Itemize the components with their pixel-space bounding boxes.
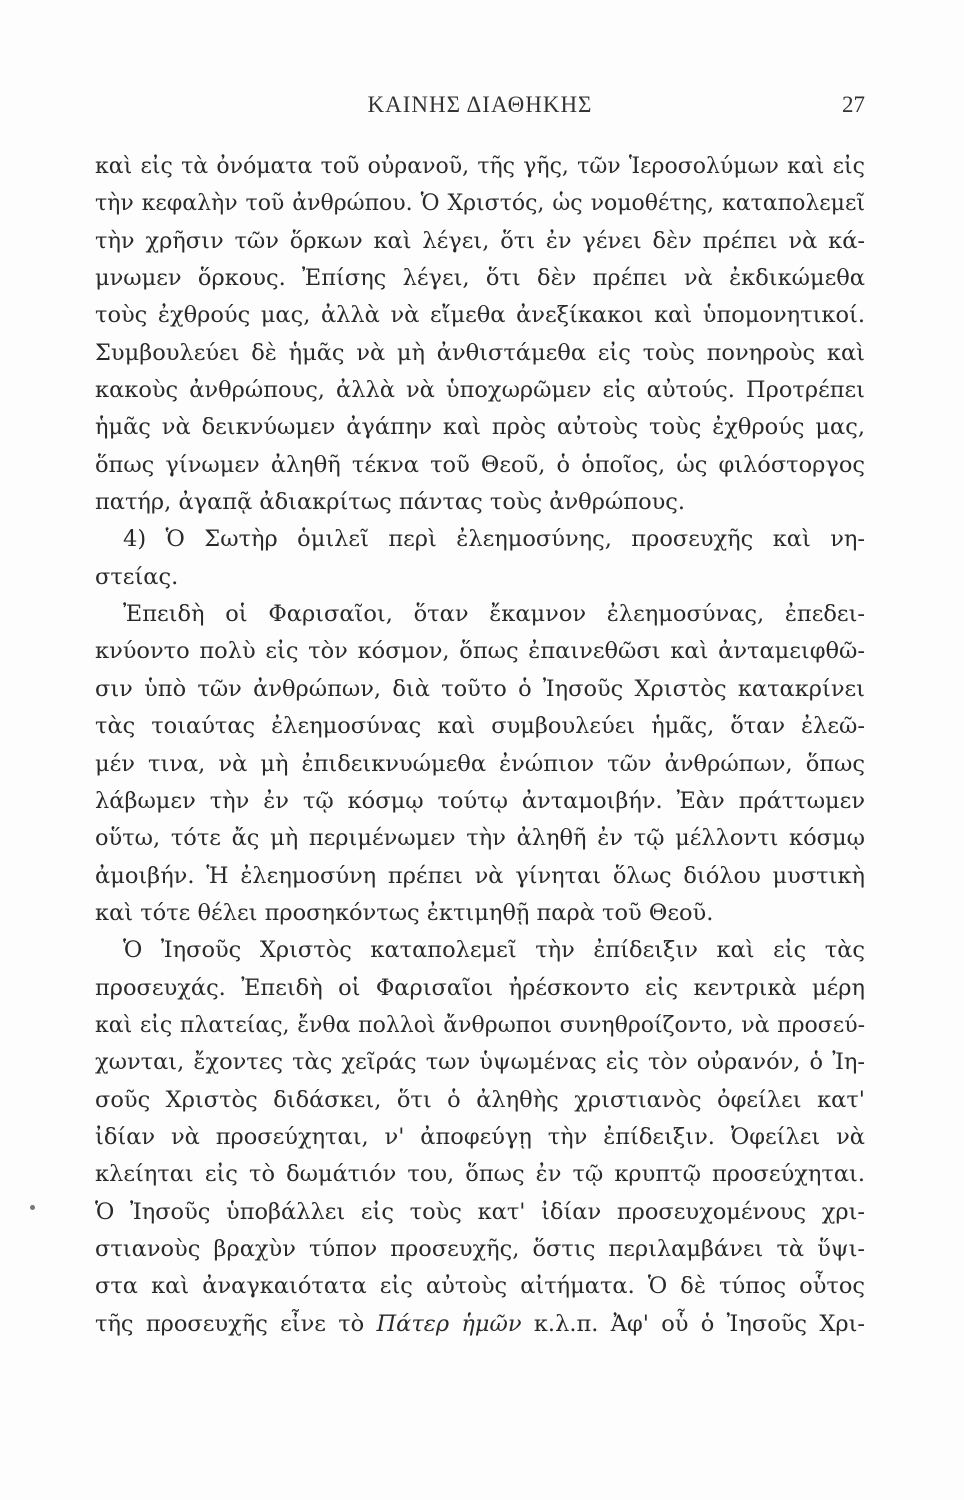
section-heading-line: 4) Ὁ Σωτὴρ ὁμιλεῖ περὶ ἐλεημοσύνης, προσευχῆς καὶ νη- xyxy=(123,526,865,553)
final-line-start: τῆς προσευχῆς εἶνε τὸ xyxy=(95,1310,377,1337)
running-title: ΚΑΙΝΗΣ ΔΙΑΘΗΚΗΣ xyxy=(367,92,593,117)
text-line: κνύοντο πολὺ εἰς τὸν κόσμον, ὅπως ἐπαινεθῶσι καὶ ἀνταμειφθῶ- xyxy=(95,638,865,665)
text-line: χωνται, ἔχοντες τὰς χεῖράς των ὑψωμένας εἰς τὸν οὐρανόν, ὁ Ἰη- xyxy=(95,1049,865,1076)
text-line: καὶ εἰς τὰ ὀνόματα τοῦ οὐρανοῦ, τῆς γῆς, τῶν Ἱεροσολύμων καὶ εἰς xyxy=(95,154,865,179)
margin-dot xyxy=(30,1205,35,1210)
text-line: σοῦς Χριστὸς διδάσκει, ὅτι ὁ ἀληθὴς χριστιανὸς ὀφείλει κατ' xyxy=(95,1086,865,1113)
text-line: ἰδίαν νὰ προσεύχηται, ν' ἀποφεύγῃ τὴν ἐπίδειξιν. Ὀφείλει νὰ xyxy=(95,1123,865,1150)
text-line: οὕτω, τότε ἄς μὴ περιμένωμεν τὴν ἀληθῆ ἐν τῷ μέλλοντι κόσμῳ xyxy=(95,825,865,852)
text-line: τὴν κεφαλὴν τοῦ ἀνθρώπου. Ὁ Χριστός, ὡς νομοθέτης, καταπολεμεῖ xyxy=(95,191,865,217)
text-line: τοὺς ἐχθρούς μας, ἀλλὰ νὰ εἴμεθα ἀνεξίκακοι καὶ ὑπομονητικοί. xyxy=(95,302,865,329)
text-line: ἡμᾶς νὰ δεικνύωμεν ἀγάπην καὶ πρὸς αὐτοὺς τοὺς ἐχθρούς μας, xyxy=(95,414,865,441)
text-line: μέν τινα, νὰ μὴ ἐπιδεικνυώμεθα ἐνώπιον τῶν ἀνθρώπων, ὅπως xyxy=(95,750,865,777)
lords-prayer-title: Πάτερ ἡμῶν xyxy=(376,1310,522,1337)
text-line: μνωμεν ὅρκους. Ἐπίσης λέγει, ὅτι δὲν πρέπει νὰ ἐκδικώμεθα xyxy=(95,265,865,292)
text-line: προσευχάς. Ἐπειδὴ οἱ Φαρισαῖοι ἠρέσκοντο εἰς κεντρικὰ μέρη xyxy=(95,974,865,1001)
body-text xyxy=(95,148,865,1343)
text-line: Ὁ Ἰησοῦς ὑποβάλλει εἰς τοὺς κατ' ἰδίαν προσευχομένους χρι- xyxy=(95,1198,865,1225)
text-line: κλείηται εἰς τὸ δωμάτιόν του, ὅπως ἐν τῷ κρυπτῷ προσεύχηται. xyxy=(95,1161,865,1188)
text-line: Ὁ Ἰησοῦς Χριστὸς καταπολεμεῖ τὴν ἐπίδειξιν καὶ εἰς τὰς xyxy=(123,937,865,964)
text-line: τὴν χρῆσιν τῶν ὅρκων καὶ λέγει, ὅτι ἐν γένει δὲν πρέπει νὰ κά- xyxy=(95,227,865,254)
text-line: ὅπως γίνωμεν ἀληθῆ τέκνα τοῦ Θεοῦ, ὁ ὁποῖος, ὡς φιλόστοργος xyxy=(95,451,865,478)
text-line: ἀμοιβήν. Ἡ ἐλεημοσύνη πρέπει νὰ γίνηται ὅλως διόλου μυστικὴ xyxy=(95,862,865,889)
text-line: Ἐπειδὴ οἱ Φαρισαῖοι, ὅταν ἔκαμνον ἐλεημοσύνας, ἐπεδει- xyxy=(123,601,865,628)
text-line: καὶ εἰς πλατείας, ἔνθα πολλοὶ ἄνθρωποι συνηθροίζοντο, νὰ προσεύ- xyxy=(95,1012,865,1038)
text-line: κακοὺς ἀνθρώπους, ἀλλὰ νὰ ὑποχωρῶμεν εἰς αὐτούς. Προτρέπει xyxy=(95,377,865,404)
text-line: λάβωμεν τὴν ἐν τῷ κόσμῳ τούτῳ ἀνταμοιβήν. Ἐὰν πράττωμεν xyxy=(95,787,865,814)
text-line: τὰς τοιαύτας ἐλεημοσύνας καὶ συμβουλεύει ἡμᾶς, ὅταν ἐλεῶ- xyxy=(95,713,865,740)
page-header xyxy=(95,92,865,122)
section-heading-line: στείας. xyxy=(95,563,179,590)
text-line: πατήρ, ἀγαπᾷ ἀδιακρίτως πάντας τοὺς ἀνθρώπους. xyxy=(95,489,686,516)
text-line: στιανοὺς βραχὺν τύπον προσευχῆς, ὅστις περιλαμβάνει τὰ ὕψι- xyxy=(95,1235,865,1262)
text-line: στα καὶ ἀναγκαιότατα εἰς αὐτοὺς αἰτήματα. Ὁ δὲ τύπος οὗτος xyxy=(95,1273,865,1300)
final-line-end: κ.λ.π. Ἀφ' οὗ ὁ Ἰησοῦς Χρι- xyxy=(521,1310,865,1337)
text-line: Συμβουλεύει δὲ ἡμᾶς νὰ μὴ ἀνθιστάμεθα εἰς τοὺς πονηροὺς καὶ xyxy=(95,339,865,366)
text-line: σιν ὑπὸ τῶν ἀνθρώπων, διὰ τοῦτο ὁ Ἰησοῦς Χριστὸς κατακρίνει xyxy=(95,675,865,702)
page-number: 27 xyxy=(842,92,865,117)
text-line-final xyxy=(95,1306,865,1343)
text-line: καὶ τότε θέλει προσηκόντως ἐκτιμηθῇ παρὰ τοῦ Θεοῦ. xyxy=(95,899,714,926)
